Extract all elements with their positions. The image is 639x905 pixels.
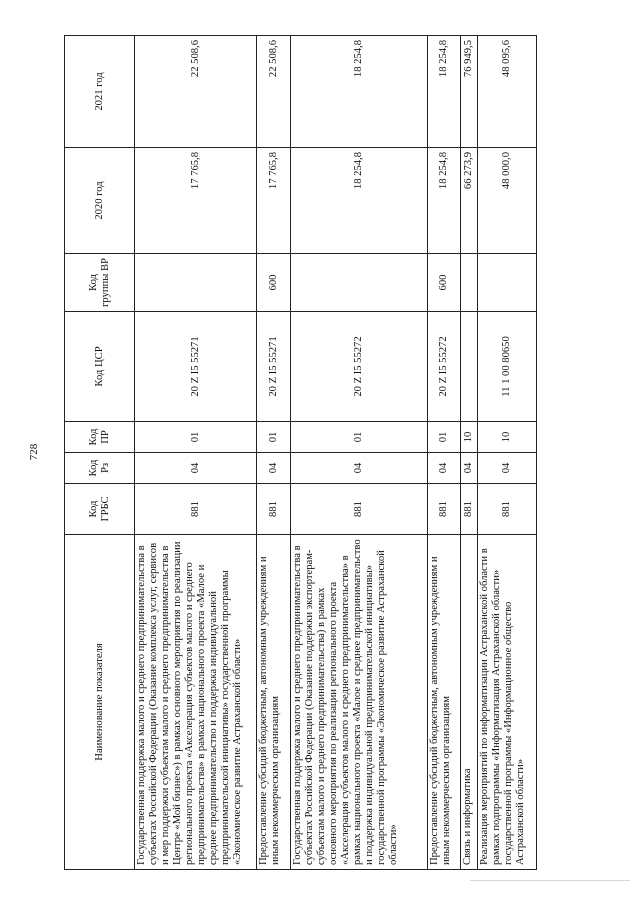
row-rz: 04 <box>135 453 257 484</box>
row-name: Реализация мероприятий по информатизации Астраханской области в рамках подпрограммы «Информатизация Астраханской области» государственной программы «Информационное общество Астраханской области» <box>478 535 537 870</box>
row-grbs: 881 <box>135 484 257 535</box>
row-2021: 48 095,6 <box>478 36 537 148</box>
row-csr: 20 Z I5 55271 <box>135 312 257 422</box>
header-pr: Код ПР <box>65 422 135 453</box>
table-row <box>135 36 257 870</box>
table-row <box>461 36 478 870</box>
row-csr: 11 1 00 80650 <box>478 312 537 422</box>
row-csr: 20 Z I5 55271 <box>257 312 291 422</box>
table-row <box>257 36 291 870</box>
row-2021: 18 254,8 <box>428 36 461 148</box>
row-csr <box>461 312 478 422</box>
row-2021: 22 508,6 <box>257 36 291 148</box>
row-name: Предоставление субсидий бюджетным, автономным учреждениям и иным некоммерческим организациям <box>257 535 291 870</box>
row-vr <box>461 254 478 312</box>
row-csr: 20 Z I5 55272 <box>291 312 428 422</box>
scan-divider <box>470 880 630 881</box>
row-2021: 76 949,5 <box>461 36 478 148</box>
row-grbs: 881 <box>478 484 537 535</box>
row-2021: 18 254,8 <box>291 36 428 148</box>
row-rz: 04 <box>257 453 291 484</box>
row-grbs: 881 <box>461 484 478 535</box>
page-number: 728 <box>28 443 40 461</box>
row-pr: 10 <box>478 422 537 453</box>
header-rz: Код Рз <box>65 453 135 484</box>
table-row <box>291 36 428 870</box>
header-2020: 2020 год <box>65 148 135 254</box>
header-csr: Код ЦСР <box>65 312 135 422</box>
row-2020: 18 254,8 <box>291 148 428 254</box>
row-2020: 17 765,8 <box>135 148 257 254</box>
row-2021: 22 508,6 <box>135 36 257 148</box>
row-name: Государственная поддержка малого и среднего предпринимательства в субъектах Российской Федерации (Оказание поддержки экспортерам-субъектам малого и среднего предпринимательства) в рамках основного мероприятия по реализации регионального проекта «Акселерация субъектов малого и среднего предпринимательства» в рамках национального проекта «Малое и среднее предпринимательство и поддержка индивидуальной предпринимательской инициативы» государственной программы «Экономическое развитие Астраханской области» <box>291 535 428 870</box>
table-row <box>478 36 537 870</box>
row-rz: 04 <box>291 453 428 484</box>
row-rz: 04 <box>461 453 478 484</box>
row-name: Предоставление субсидий бюджетным, автономным учреждениям и иным некоммерческим организациям <box>428 535 461 870</box>
row-csr: 20 Z I5 55272 <box>428 312 461 422</box>
header-vr: Код группы ВР <box>65 254 135 312</box>
row-vr: 600 <box>257 254 291 312</box>
table-row <box>428 36 461 870</box>
row-pr: 01 <box>291 422 428 453</box>
row-pr: 10 <box>461 422 478 453</box>
row-name: Связь и информатика <box>461 535 478 870</box>
row-vr <box>291 254 428 312</box>
row-2020: 18 254,8 <box>428 148 461 254</box>
row-pr: 01 <box>135 422 257 453</box>
row-name: Государственная поддержка малого и среднего предпринимательства в субъектах Российской Федерации (Оказание комплекса услуг, сервисов и мер поддержки субъектам малого и среднего предпринимательства в Центре «Мой бизнес») в рамках основного мероприятия по реализации регионального проекта «Акселерация субъектов малого и среднего предпринимательства» в рамках национального проекта «Малое и среднее предпринимательство и поддержка индивидуальной предпринимательской инициативы» государственной программы «Экономическое развитие Астраханской области» <box>135 535 257 870</box>
row-grbs: 881 <box>428 484 461 535</box>
header-row <box>65 36 135 870</box>
header-name: Наименование показателя <box>65 535 135 870</box>
header-2021: 2021 год <box>65 36 135 148</box>
row-vr <box>135 254 257 312</box>
row-rz: 04 <box>478 453 537 484</box>
row-vr <box>478 254 537 312</box>
header-grbs: Код ГРБС <box>65 484 135 535</box>
row-grbs: 881 <box>291 484 428 535</box>
row-rz: 04 <box>428 453 461 484</box>
row-pr: 01 <box>257 422 291 453</box>
row-vr: 600 <box>428 254 461 312</box>
row-2020: 17 765,8 <box>257 148 291 254</box>
row-2020: 48 000,0 <box>478 148 537 254</box>
row-pr: 01 <box>428 422 461 453</box>
budget-table <box>64 35 537 870</box>
row-2020: 66 273,9 <box>461 148 478 254</box>
row-grbs: 881 <box>257 484 291 535</box>
budget-table-sheet <box>64 36 526 870</box>
